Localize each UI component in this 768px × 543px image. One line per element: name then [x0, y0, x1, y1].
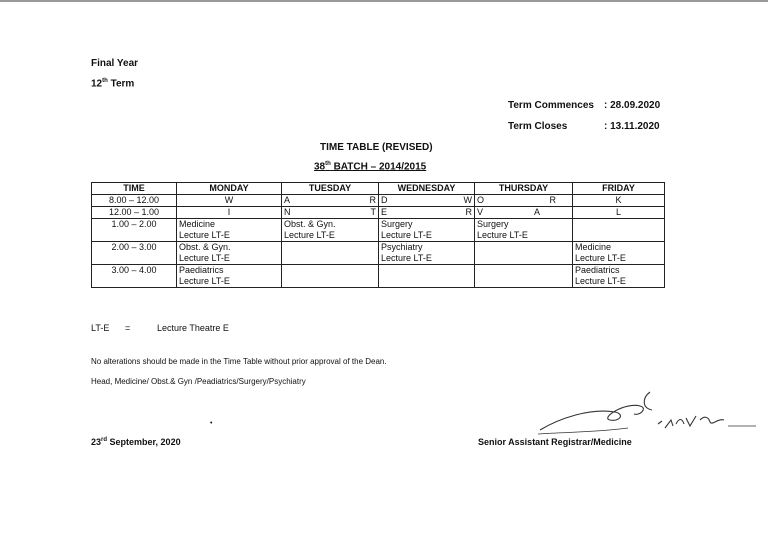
- thursday-cell: [475, 195, 573, 207]
- friday-cell: L: [573, 207, 665, 219]
- time-cell: 1.00 – 2.00: [92, 219, 177, 242]
- thursday-letter-a: O: [477, 195, 485, 205]
- batch-text: BATCH – 2014/2015: [333, 161, 427, 173]
- date-rest: September, 2020: [109, 437, 181, 447]
- timetable: [91, 182, 665, 288]
- wednesday-cell: [379, 207, 475, 219]
- friday-cell: [573, 265, 665, 288]
- header-wednesday: WEDNESDAY: [379, 183, 475, 195]
- subject: Medicine: [179, 219, 216, 229]
- table-row: [92, 207, 665, 219]
- batch-suffix: th: [325, 161, 331, 167]
- wednesday-cell: [379, 242, 475, 265]
- tuesday-letter-b: R: [369, 195, 376, 205]
- subject: Obst. & Gyn.: [284, 219, 336, 229]
- venue: Lecture LT-E: [381, 253, 432, 263]
- final-year-heading: Final Year: [91, 58, 139, 69]
- term-number: 12: [91, 78, 103, 90]
- venue: Lecture LT-E: [179, 230, 230, 240]
- term-closes-label: Term Closes: [508, 121, 568, 132]
- venue: Lecture LT-E: [179, 276, 230, 286]
- abbreviation-meaning: Lecture Theatre E: [157, 323, 229, 333]
- handwritten-signature: [530, 388, 768, 448]
- thursday-letter-b: R: [549, 195, 556, 205]
- date-number: 23: [91, 437, 102, 447]
- equals-sign: =: [125, 323, 131, 333]
- subject: Surgery: [477, 219, 509, 229]
- thursday-letter-a: V: [477, 207, 484, 217]
- venue: Lecture LT-E: [477, 230, 528, 240]
- monday-cell: I: [177, 207, 282, 219]
- venue: Lecture LT-E: [575, 253, 626, 263]
- tuesday-cell: [282, 195, 379, 207]
- venue: Lecture LT-E: [284, 230, 335, 240]
- wednesday-cell: [379, 219, 475, 242]
- friday-cell: [573, 242, 665, 265]
- header-friday: FRIDAY: [573, 183, 665, 195]
- monday-cell: W: [177, 195, 282, 207]
- venue: Lecture LT-E: [381, 230, 432, 240]
- tuesday-cell: [282, 242, 379, 265]
- tuesday-cell: [282, 219, 379, 242]
- header-tuesday: TUESDAY: [282, 183, 379, 195]
- batch-number: 38: [314, 161, 326, 173]
- friday-cell: K: [573, 195, 665, 207]
- term-word: Term: [110, 78, 135, 90]
- timetable-title: TIME TABLE (REVISED): [320, 142, 433, 153]
- subject: Psychiatry: [381, 242, 423, 252]
- time-cell: 12.00 – 1.00: [92, 207, 177, 219]
- table-row: [92, 242, 665, 265]
- thursday-cell: [475, 207, 573, 219]
- tuesday-cell: [282, 207, 379, 219]
- term-commences-value: : 28.09.2020: [604, 100, 661, 111]
- thursday-cell: [475, 265, 573, 288]
- friday-cell: [573, 219, 665, 242]
- tuesday-cell: [282, 265, 379, 288]
- subject: Surgery: [381, 219, 413, 229]
- issue-date: [91, 437, 181, 447]
- thursday-letter-b: A: [533, 207, 540, 217]
- batch-title: [314, 161, 426, 172]
- distribution-list: Head, Medicine/ Obst.& Gyn /Peadiatrics/Surgery/Psychiatry: [91, 377, 306, 386]
- wednesday-cell: [379, 265, 475, 288]
- header-monday: MONDAY: [177, 183, 282, 195]
- thursday-cell: [475, 242, 573, 265]
- table-row: [92, 195, 665, 207]
- wednesday-cell: [379, 195, 475, 207]
- wednesday-letter-a: E: [381, 207, 388, 217]
- subject: Obst. & Gyn.: [179, 242, 231, 252]
- term-commences-label: Term Commences: [508, 100, 594, 111]
- time-cell: 8.00 – 12.00: [92, 195, 177, 207]
- term-suffix: th: [102, 78, 108, 84]
- thursday-cell: [475, 219, 573, 242]
- monday-cell: [177, 219, 282, 242]
- term-heading: [91, 78, 134, 89]
- subject: Paediatrics: [575, 265, 620, 275]
- scan-edge-line: [0, 0, 768, 2]
- table-row: [92, 219, 665, 242]
- abbreviation-key: LT-E: [91, 323, 110, 333]
- header-thursday: THURSDAY: [475, 183, 573, 195]
- tuesday-letter-a: A: [284, 195, 291, 205]
- date-suffix: rd: [101, 437, 108, 443]
- monday-cell: [177, 242, 282, 265]
- term-closes-value: : 13.11.2020: [604, 121, 660, 132]
- wednesday-letter-b: W: [463, 195, 472, 205]
- header-time: TIME: [92, 183, 177, 195]
- wednesday-letter-b: R: [465, 207, 472, 217]
- time-cell: 3.00 – 4.00: [92, 265, 177, 288]
- tuesday-letter-a: N: [284, 207, 291, 217]
- alteration-note: No alterations should be made in the Time Table without prior approval of the Dean.: [91, 357, 387, 366]
- wednesday-letter-a: D: [381, 195, 388, 205]
- bullet-mark: •: [210, 420, 213, 427]
- venue: Lecture LT-E: [179, 253, 230, 263]
- venue: Lecture LT-E: [575, 276, 626, 286]
- subject: Paediatrics: [179, 265, 224, 275]
- time-cell: 2.00 – 3.00: [92, 242, 177, 265]
- tuesday-letter-b: T: [370, 207, 376, 217]
- table-row: [92, 265, 665, 288]
- subject: Medicine: [575, 242, 612, 252]
- monday-cell: [177, 265, 282, 288]
- signatory-title: Senior Assistant Registrar/Medicine: [478, 437, 632, 447]
- header-row: [92, 183, 665, 195]
